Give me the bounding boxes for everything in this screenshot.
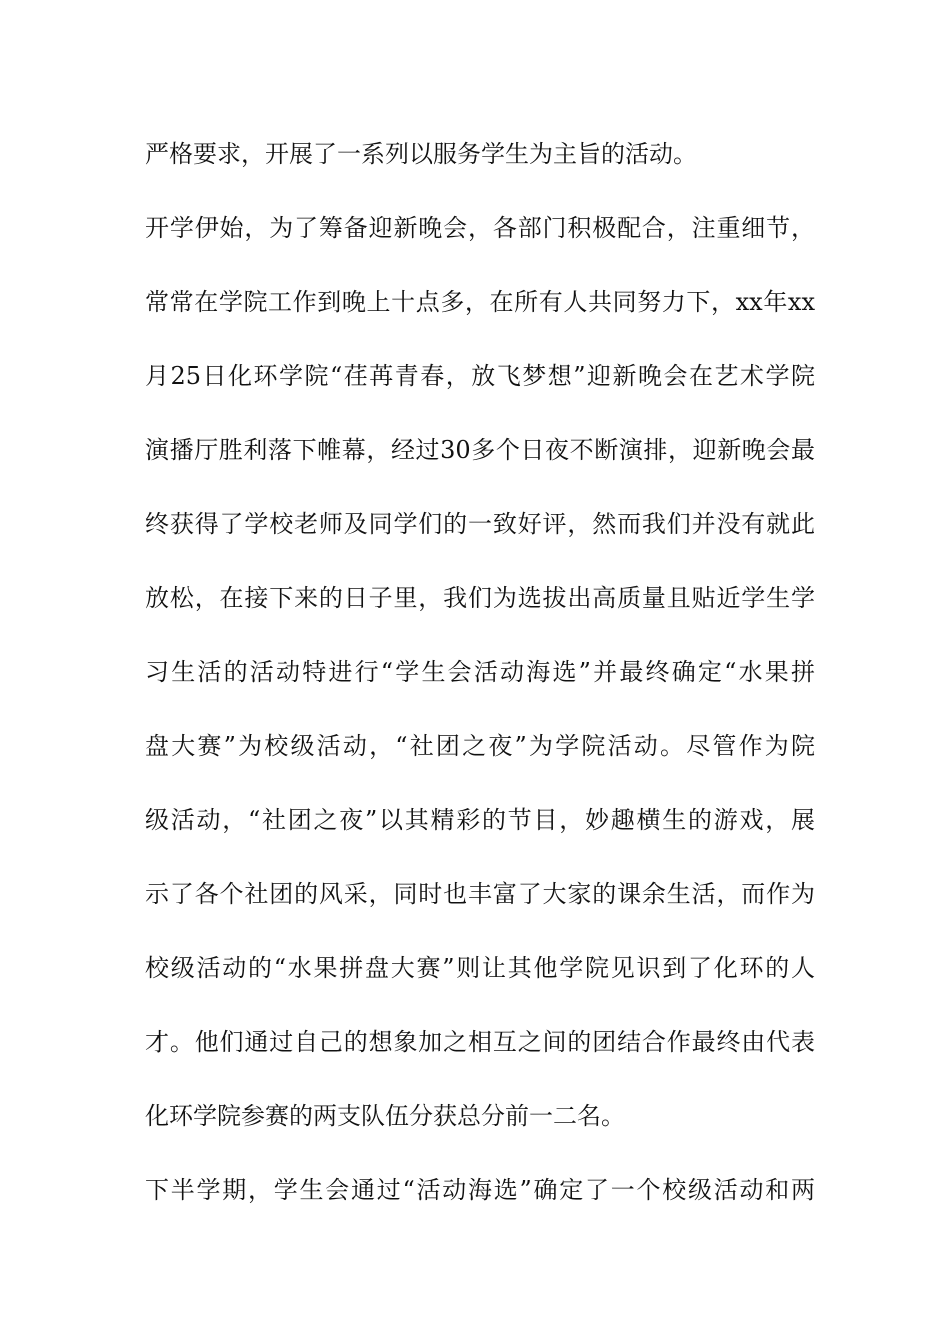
text-line: 习生活的活动特进行“学生会活动海选”并最终确定“水果拼 [145,658,815,686]
text-line: 终获得了学校老师及同学们的一致好评，然而我们并没有就此 [145,510,815,538]
text-line: 化环学院参赛的两支队伍分获总分前一二名。 [145,1102,625,1130]
text-line: 常常在学院工作到晚上十点多，在所有人共同努力下，xx年xx [145,288,815,316]
text-line: 校级活动的“水果拼盘大赛”则让其他学院见识到了化环的人 [145,954,815,982]
text-line: 放松，在接下来的日子里，我们为选拔出高质量且贴近学生学 [145,584,815,612]
text-line: 开学伊始，为了筹备迎新晚会，各部门积极配合，注重细节， [145,214,815,242]
text-line: 盘大赛”为校级活动，“社团之夜”为学院活动。尽管作为院 [145,732,815,760]
text-line: 下半学期，学生会通过“活动海选”确定了一个校级活动和两 [145,1176,815,1204]
text-line: 月25日化环学院“荏苒青春，放飞梦想”迎新晚会在艺术学院 [145,362,815,390]
text-line: 演播厅胜利落下帷幕，经过30多个日夜不断演排，迎新晚会最 [145,436,815,464]
text-line: 级活动，“社团之夜”以其精彩的节目，妙趣横生的游戏，展 [145,806,815,834]
text-line: 才。他们通过自己的想象加之相互之间的团结合作最终由代表 [145,1028,815,1056]
text-line: 示了各个社团的风采，同时也丰富了大家的课余生活，而作为 [145,880,815,908]
text-line: 严格要求，开展了一系列以服务学生为主旨的活动。 [145,140,697,168]
